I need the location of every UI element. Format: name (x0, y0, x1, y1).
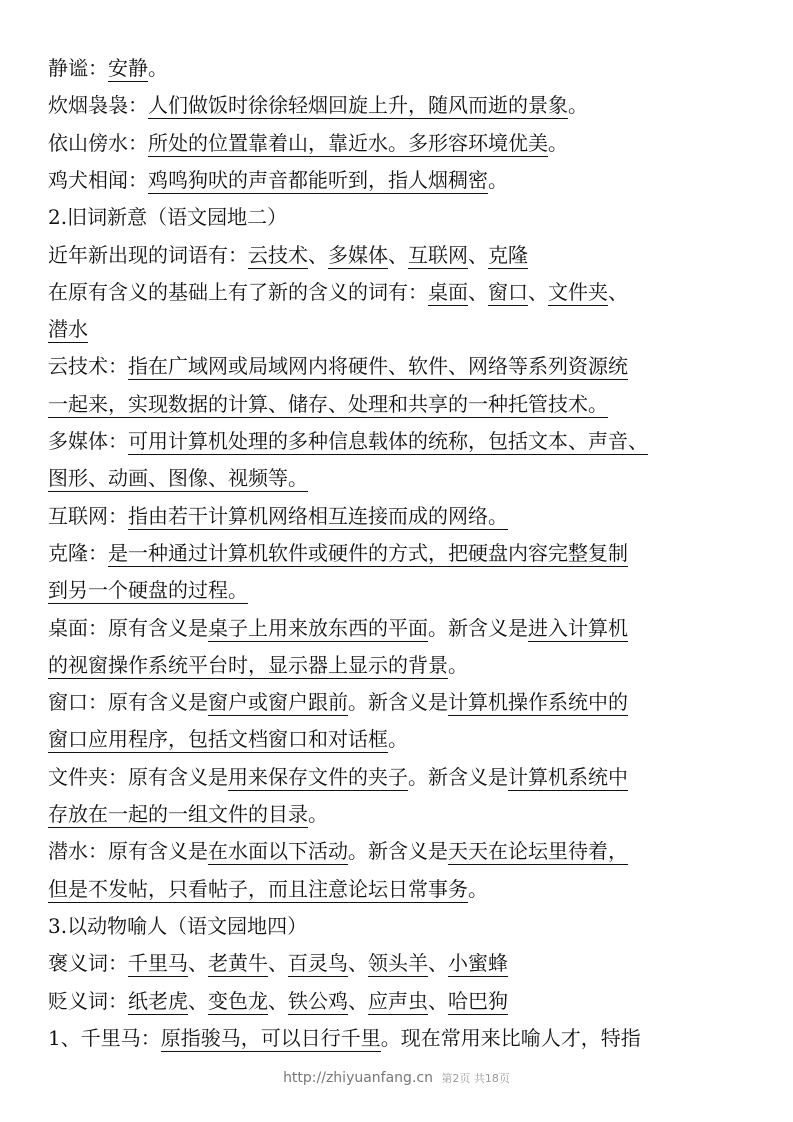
underlined-text: 指在广域网或局域网内将硬件、软件、网络等系列资源统 (128, 354, 628, 379)
text-line (48, 945, 747, 982)
text-line (48, 386, 747, 423)
underlined-text: 窗口 (488, 279, 528, 304)
text-line (48, 237, 747, 274)
text-segment: 、 (268, 988, 288, 1013)
underlined-text: 文件夹 (548, 279, 608, 304)
text-segment: 、 (348, 988, 368, 1013)
underlined-text: 一起来，实现数据的计算、储存、处理和共享的一种托管技术。 (48, 391, 608, 416)
underlined-text: 小蜜蜂 (448, 951, 508, 976)
text-line (48, 833, 747, 870)
text-line (48, 908, 747, 945)
underlined-text: 的视窗操作系统平台时，显示器上显示的背景 (48, 652, 448, 677)
underlined-text: 可用计算机处理的多种信息载体的统称，包括文本、声音、 (128, 429, 648, 453)
text-segment: 、 (468, 242, 488, 267)
text-segment: 。新含义是 (348, 839, 448, 864)
underlined-text: 老黄牛 (208, 951, 268, 976)
text-segment: 、 (308, 242, 328, 267)
underlined-text: 哈巴狗 (448, 988, 508, 1013)
text-segment: 潜水：原有含义是 (48, 839, 208, 864)
text-segment: 文件夹：原有含义是 (48, 764, 228, 789)
underlined-text: 桌面 (428, 279, 468, 304)
underlined-text: 进入计算机 (528, 615, 628, 640)
text-segment: 窗口：原有含义是 (48, 690, 208, 715)
text-line (48, 572, 747, 609)
underlined-text: 人们做饭时徐徐轻烟回旋上升，随风而逝的景象 (148, 93, 568, 118)
underlined-text: 计算机操作系统中的 (448, 690, 628, 715)
text-line (48, 274, 747, 311)
underlined-text: 千里马 (128, 951, 188, 976)
text-segment: 、 (528, 279, 548, 304)
text-line (48, 610, 747, 647)
text-segment: 、 (268, 951, 288, 976)
text-segment: 、 (388, 242, 408, 267)
underlined-text: 克隆 (488, 242, 528, 267)
underlined-text: 用来保存文件的夹子 (228, 764, 408, 789)
underlined-text: 领头羊 (368, 951, 428, 976)
text-line (48, 759, 747, 796)
text-line (48, 199, 747, 236)
underlined-text: 所处的位置靠着山，靠近水。多形容环境优美 (148, 130, 548, 155)
underlined-text: 窗户或窗户跟前 (208, 690, 348, 715)
underlined-text: 是一种通过计算机软件或硬件的方式，把硬盘内容完整复制 (108, 540, 628, 565)
underlined-text: 存放在一起的一组文件的目录 (48, 802, 308, 826)
underlined-text: 多媒体 (328, 242, 388, 267)
text-segment: 、 (468, 279, 488, 304)
underlined-text: 指由若干计算机网络相互连接而成的网络。 (128, 503, 508, 528)
text-segment: 、 (348, 951, 368, 976)
text-segment: 云技术： (48, 354, 128, 379)
text-segment: 、 (428, 988, 448, 1013)
text-segment: 炊烟袅袅： (48, 93, 148, 118)
underlined-text: 互联网 (408, 242, 468, 267)
text-segment: 桌面：原有含义是 (48, 615, 208, 640)
text-segment: 、 (608, 279, 628, 304)
underlined-text: 铁公鸡 (288, 988, 348, 1013)
underlined-text: 安静 (108, 56, 148, 80)
text-line (48, 1020, 747, 1057)
footer-page-number: 第2页 共18页 (441, 1072, 510, 1085)
text-segment: 多媒体： (48, 429, 128, 453)
text-line (48, 423, 747, 460)
underlined-text: 天天在论坛里待着， (448, 839, 628, 864)
text-segment: 在原有含义的基础上有了新的含义的词有： (48, 279, 428, 304)
text-line (48, 498, 747, 535)
underlined-text: 计算机系统中 (508, 764, 628, 789)
underlined-text: 到另一个硬盘的过程。 (48, 578, 248, 603)
text-line (48, 796, 747, 833)
underlined-text: 云技术 (248, 242, 308, 267)
footer-watermark: http://zhiyuanfang.cn (283, 1070, 433, 1086)
underlined-text: 变色龙 (208, 988, 268, 1013)
text-segment: 鸡犬相闻： (48, 167, 148, 192)
underlined-text: 在水面以下活动 (208, 839, 348, 864)
underlined-text: 原指骏马，可以日行千里 (160, 1025, 381, 1050)
underlined-text: 鸡鸣狗吠的声音都能听到，指人烟稠密 (148, 167, 488, 192)
text-line (48, 460, 747, 497)
text-segment: 贬义词： (48, 988, 128, 1013)
text-segment: 。 (548, 130, 568, 155)
text-segment: 。 (448, 652, 468, 677)
text-segment: 。 (488, 167, 508, 192)
underlined-text: 桌子上用来放东西的平面 (208, 615, 428, 640)
text-line (48, 348, 747, 385)
text-line (48, 983, 747, 1020)
text-segment: 、 (188, 951, 208, 976)
text-segment: 。现在常用来比喻人才，特指 (380, 1025, 641, 1050)
text-segment: 。 (468, 876, 488, 901)
underlined-text: 图形、动画、图像、视频等。 (48, 466, 308, 491)
text-line (48, 125, 747, 162)
text-segment: 褒义词： (48, 951, 128, 976)
text-line (48, 647, 747, 684)
text-line (48, 87, 747, 124)
text-segment: 。 (308, 802, 328, 826)
text-segment: 。 (568, 93, 588, 118)
text-segment: 、 (428, 951, 448, 976)
text-line (48, 684, 747, 721)
text-segment: 依山傍水： (48, 130, 148, 155)
text-segment: 。新含义是 (428, 615, 528, 640)
text-segment: 。 (388, 727, 408, 752)
text-segment: 。 (148, 56, 168, 80)
text-line (48, 871, 747, 908)
text-line (48, 535, 747, 572)
underlined-text: 窗口应用程序，包括文档窗口和对话框 (48, 727, 388, 752)
text-segment: 。新含义是 (348, 690, 448, 715)
underlined-text: 但是不发帖，只看帖子，而且注意论坛日常事务 (48, 876, 468, 901)
underlined-text: 纸老虎 (128, 988, 188, 1013)
text-segment: 2.旧词新意（语文园地二） (48, 205, 288, 230)
text-segment: 3.以动物喻人（语文园地四） (48, 913, 308, 938)
text-segment: 近年新出现的词语有： (48, 242, 248, 267)
text-segment: 克隆： (48, 540, 108, 565)
page-footer (0, 1070, 793, 1086)
text-segment: 、 (188, 988, 208, 1013)
text-line (48, 50, 747, 87)
text-segment: 静谧： (48, 56, 108, 80)
text-segment: 1、千里马： (48, 1025, 161, 1050)
text-line (48, 721, 747, 758)
text-segment: 互联网： (48, 503, 128, 528)
text-segment: 。新含义是 (408, 764, 508, 789)
underlined-text: 潜水 (48, 317, 88, 342)
underlined-text: 百灵鸟 (288, 951, 348, 976)
text-line (48, 162, 747, 199)
underlined-text: 应声虫 (368, 988, 428, 1013)
text-line (48, 311, 747, 348)
